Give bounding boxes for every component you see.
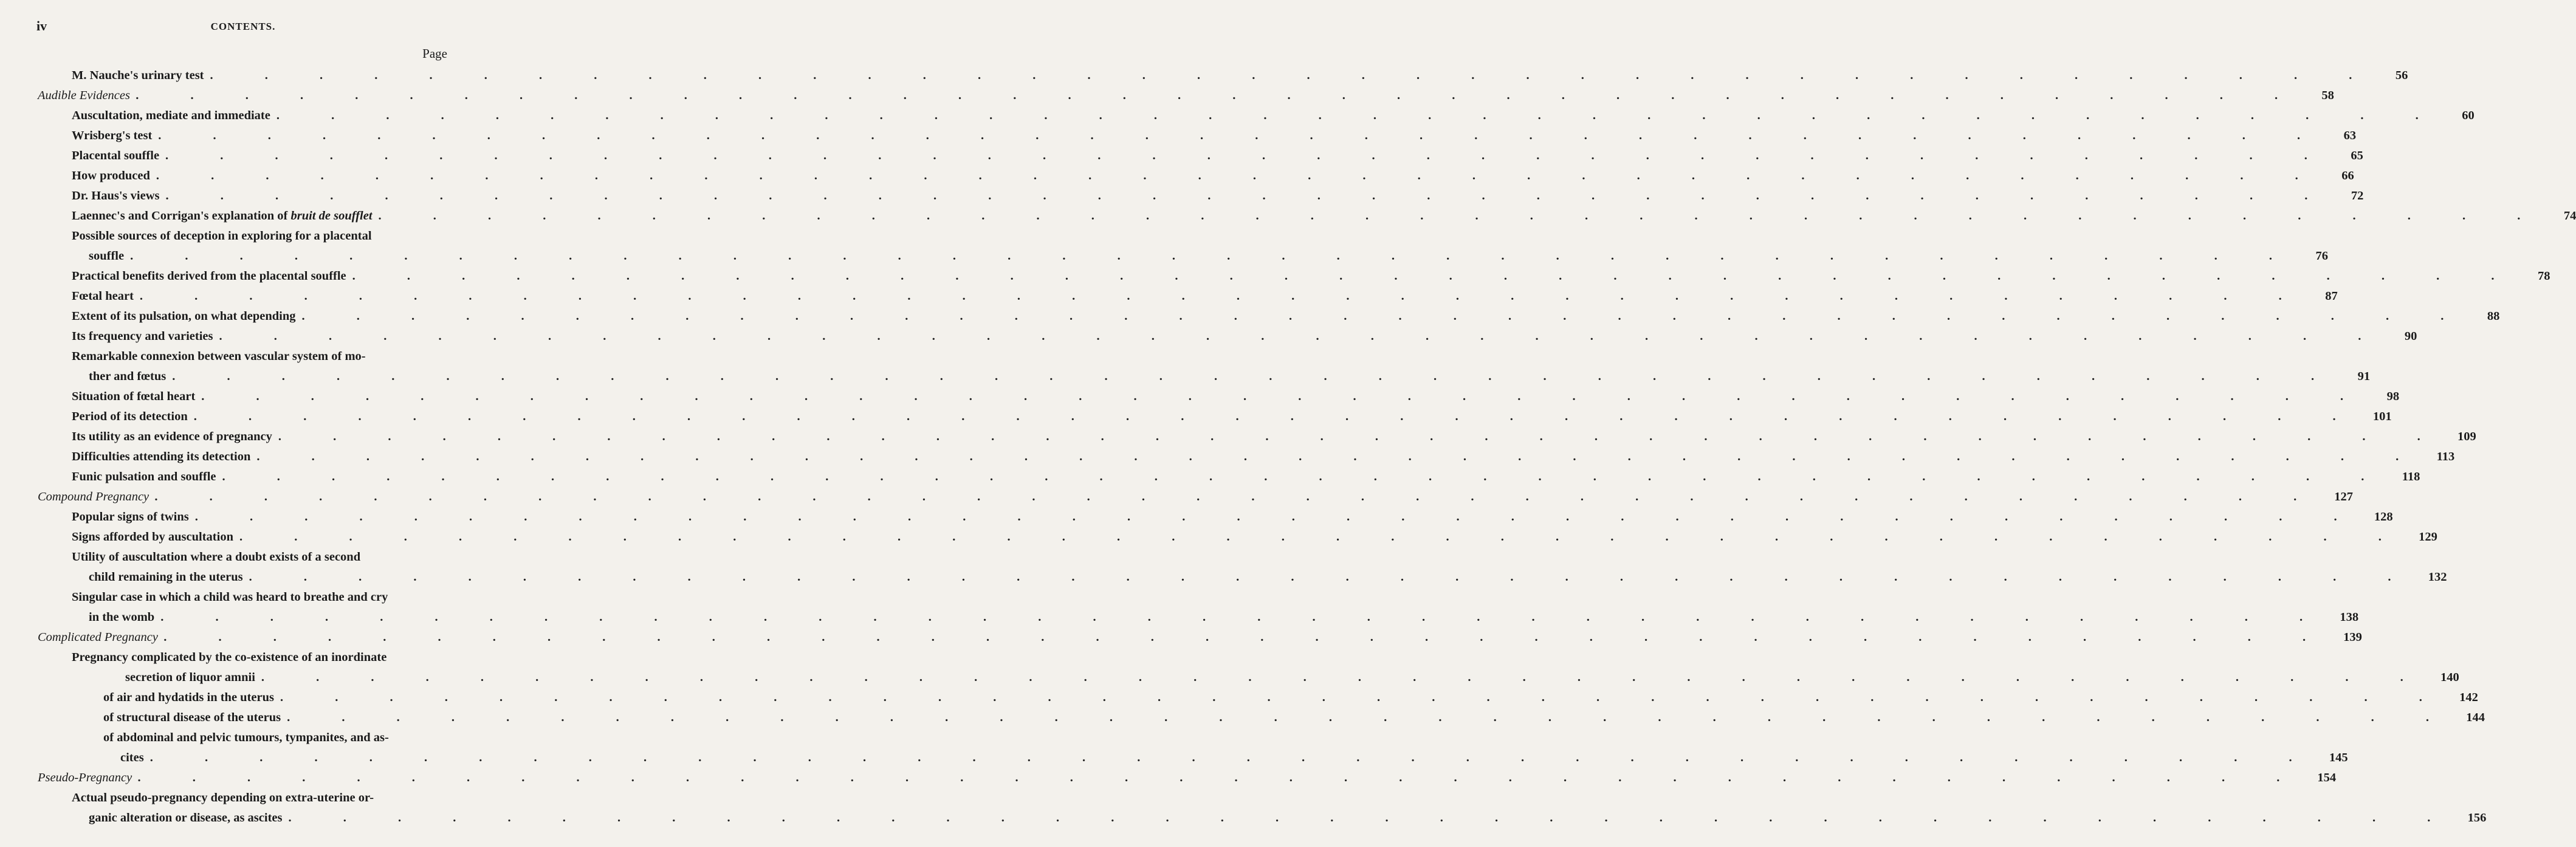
running-title: CONTENTS. [210,21,276,32]
table-of-contents [0,66,2576,828]
toc-entry [38,487,2354,507]
leader-dots: . . . . . . . . . . . . . . . . . . . . . . . . . . . . . . . . . . . . . . . . [193,410,2360,423]
toc-page-number: 58 [2321,89,2334,102]
leader-dots: . . . . . . . . . . . . . . . . . . . . . . . . . . . . . . . . . . . . . . . . [222,470,2389,483]
toc-entry-title: Extent of its pulsation, on what depending [72,309,296,323]
toc-entry-title: Possible sources of deception in exploring for a placental [72,229,372,243]
toc-page-number: 98 [2386,390,2400,403]
leader-dots: . . . . . . . . . . . . . . . . . . . . . . . . . . . . . . . . . . . . . . . . [219,330,2386,343]
leader-dots: . . . . . . . . . . . . . . . . . . . . . . . . . . . . . . . . . . . . . . . . [139,289,2306,303]
leader-dots: . . . . . . . . . . . . . . . . . . . . . . . . . . . . . . . . . . . . . . . . [194,510,2361,524]
toc-entry-title: Placental souffle [72,149,160,162]
toc-page-number: 66 [2341,169,2354,182]
leader-dots: . . . . . . . . . . . . . . . . . . . . . . . . . . . . . . . . . . . . . . . . [261,671,2428,684]
toc-entry-continuation: souffle [89,249,125,263]
toc-page-number: 91 [2357,370,2371,383]
leader-dots: . . . . . . . . . . . . . . . . . . . . . . . . . . . . . . . . . . . . . . . . [136,89,2303,102]
toc-entry-title: Compound Pregnancy [38,490,149,503]
toc-page-number: 154 [2317,771,2337,784]
toc-entry-title: Situation of fœtal heart [72,390,196,403]
leader-dots: . . . . . . . . . . . . . . . . . . . . . . . . . . . . . . . . . . . . . . . . [172,370,2339,383]
toc-page-number: 109 [2458,430,2476,443]
leader-dots: . . . . . . . . . . . . . . . . . . . . . . . . . . . . . . . . . . . . . . . . [160,610,2327,624]
toc-entry-title: M. Nauche's urinary test [72,69,204,82]
toc-entry [72,66,2408,86]
leader-dots: . . . . . . . . . . . . . . . . . . . . . . . . . . . . . . . . . . . . . . . . [278,430,2445,443]
toc-page-number: 129 [2419,530,2437,544]
toc-entry [72,186,2364,206]
toc-entry-title: How produced [72,169,150,182]
toc-entry [103,708,2485,728]
toc-entry-continuation: cites [120,751,144,764]
toc-entry-title: Remarkable connexion between vascular system of mo- [72,350,366,363]
toc-entry-title: Practical benefits derived from the placental souffle [72,269,346,283]
toc-entry [103,728,2348,768]
toc-page-number: 140 [2440,671,2459,684]
toc-entry-continuation: child remaining in the uterus [89,570,243,584]
leader-dots: . . . . . . . . . . . . . . . . . . . . . . . . . . . . . . . . . . . . . . . . [239,530,2406,544]
leader-dots: . . . . . . . . . . . . . . . . . . . . . . . . . . . . . . . . . . . . . . . . [276,109,2443,122]
toc-entry-title: Wrisberg's test [72,129,153,142]
toc-page-number: 56 [2395,69,2408,82]
toc-entry [38,86,2334,106]
leader-dots: . . . . . . . . . . . . . . . . . . . . . . . . . . . . . . . . . . . . . . . . [210,69,2377,82]
leader-dots: . . . . . . . . . . . . . . . . . . . . . . . . . . . . . . . . . . . . . . . . [352,269,2519,283]
toc-page-number: 127 [2334,490,2354,503]
leader-dots: . . . . . . . . . . . . . . . . . . . . . . . . . . . . . . . . . . . . . . . . [156,169,2323,182]
leader-dots: . . . . . . . . . . . . . . . . . . . . . . . . . . . . . . . . . . . . . . . . [256,450,2423,463]
leader-dots: . . . . . . . . . . . . . . . . . . . . . . . . . . . . . . . . . . . . . . . . [378,209,2545,223]
toc-entry-title: Singular case in which a child was heard to breathe and cry [72,590,388,604]
leader-dots: . . . . . . . . . . . . . . . . . . . . . . . . . . . . . . . . . . . . . . . . [165,189,2332,202]
toc-page-number: 142 [2459,691,2478,704]
leader-dots: . . . . . . . . . . . . . . . . . . . . . . . . . . . . . . . . . . . . . . . . [158,129,2325,142]
toc-entry [72,206,2576,226]
toc-entry-title: Pregnancy complicated by the co-existence of an inordinate [72,651,387,664]
toc-entry-title: Its utility as an evidence of pregnancy [72,430,272,443]
toc-entry [72,106,2475,126]
toc-page-number: 144 [2466,711,2485,724]
page-column-label: Page [422,46,447,61]
toc-entry [72,226,2328,266]
toc-entry-title: Its frequency and varieties [72,330,213,343]
toc-page-number: 90 [2404,330,2417,343]
toc-entry-title: Audible Evidences [38,89,130,102]
toc-entry-title: of abdominal and pelvic tumours, tympanites, and as- [103,731,389,744]
toc-page-number: 87 [2325,289,2338,303]
toc-entry [72,788,2487,828]
toc-entry-title: Difficulties attending its detection [72,450,251,463]
toc-entry-title: Complicated Pregnancy [38,631,158,644]
foreign-phrase: bruit de soufflet [290,209,373,223]
leader-dots: . . . . . . . . . . . . . . . . . . . . . . . . . . . . . . . . . . . . . . . . [163,631,2330,644]
toc-entry [72,447,2455,467]
toc-page-number: 74 [2563,209,2576,223]
toc-entry [72,306,2500,327]
toc-entry-title: Period of its detection [72,410,188,423]
toc-page-number: 128 [2374,510,2393,524]
toc-entry [72,387,2400,407]
toc-entry-continuation: in the womb [89,610,155,624]
toc-entry [72,327,2417,347]
toc-entry-title: Dr. Haus's views [72,189,160,202]
leader-dots: . . . . . . . . . . . . . . . . . . . . . . . . . . . . . . . . . . . . . . . . [287,711,2453,724]
leader-dots: . . . . . . . . . . . . . . . . . . . . . . . . . . . . . . . . . . . . . . . . [288,811,2455,825]
toc-entry [72,427,2476,447]
toc-entry-title: Signs afforded by auscultation [72,530,233,544]
toc-entry-title: Auscultation, mediate and immediate [72,109,270,122]
leader-dots: . . . . . . . . . . . . . . . . . . . . . . . . . . . . . . . . . . . . . . . . [280,691,2447,704]
toc-entry [72,547,2447,587]
toc-entry-title: of structural disease of the uterus [103,711,281,724]
toc-page-number: 113 [2436,450,2455,463]
leader-dots: . . . . . . . . . . . . . . . . . . . . . . . . . . . . . . . . . . . . . . . . [138,771,2305,784]
leader-dots: . . . . . . . . . . . . . . . . . . . . . . . . . . . . . . . . . . . . . . . . [149,751,2317,764]
toc-page-number: 60 [2462,109,2475,122]
toc-page-number: 118 [2402,470,2420,483]
toc-entry [72,507,2393,527]
toc-entry [38,627,2362,648]
toc-entry-title: Laennec's and Corrigan's explanation of bruit de soufflet [72,209,373,223]
toc-entry-continuation: secretion of liquor amnii [125,671,255,684]
leader-dots: . . . . . . . . . . . . . . . . . . . . . . . . . . . . . . . . . . . . . . . . [301,309,2468,323]
folio-number: iv [36,18,47,33]
toc-page-number: 72 [2351,189,2364,202]
toc-entry [72,467,2420,487]
leader-dots: . . . . . . . . . . . . . . . . . . . . . . . . . . . . . . . . . . . . . . . . [249,570,2416,584]
toc-entry [72,407,2392,427]
toc-entry [72,126,2357,146]
toc-entry [72,527,2437,547]
page-header [0,18,486,36]
toc-page-number: 76 [2315,249,2328,263]
toc-page-number: 156 [2467,811,2487,825]
toc-page-number: 63 [2343,129,2357,142]
toc-page-number: 145 [2329,751,2348,764]
toc-page-number: 132 [2428,570,2447,584]
toc-page-number: 139 [2343,631,2362,644]
toc-entry [103,688,2478,708]
toc-entry-title: of air and hydatids in the uterus [103,691,274,704]
toc-page-number: 65 [2351,149,2363,162]
toc-page-number: 88 [2487,309,2500,323]
toc-entry [72,286,2338,306]
toc-entry-continuation: ganic alteration or disease, as ascites [89,811,283,825]
toc-entry-title: Pseudo-Pregnancy [38,771,132,784]
toc-entry [72,266,2550,286]
leader-dots: . . . . . . . . . . . . . . . . . . . . . . . . . . . . . . . . . . . . . . . . [155,490,2322,503]
toc-entry [38,768,2337,788]
toc-page-number: 78 [2538,269,2550,283]
leader-dots: . . . . . . . . . . . . . . . . . . . . . . . . . . . . . . . . . . . . . . . . [130,249,2296,263]
toc-entry [72,648,2459,688]
toc-entry [72,347,2371,387]
toc-page-number: 101 [2372,410,2392,423]
toc-entry [72,587,2359,627]
toc-entry-title: Popular signs of twins [72,510,189,524]
toc-entry-title: Actual pseudo-pregnancy depending on extra-uterine or- [72,791,374,804]
toc-entry [72,166,2354,186]
toc-entry-title: Utility of auscultation where a doubt exists of a second [72,550,361,564]
toc-entry [72,146,2363,166]
toc-entry-title: Funic pulsation and souffle [72,470,216,483]
leader-dots: . . . . . . . . . . . . . . . . . . . . . . . . . . . . . . . . . . . . . . . . [201,390,2368,403]
toc-entry-continuation: ther and fœtus [89,370,167,383]
leader-dots: . . . . . . . . . . . . . . . . . . . . . . . . . . . . . . . . . . . . . . . . [165,149,2332,162]
toc-page-number: 138 [2340,610,2359,624]
toc-entry-title: Fœtal heart [72,289,134,303]
